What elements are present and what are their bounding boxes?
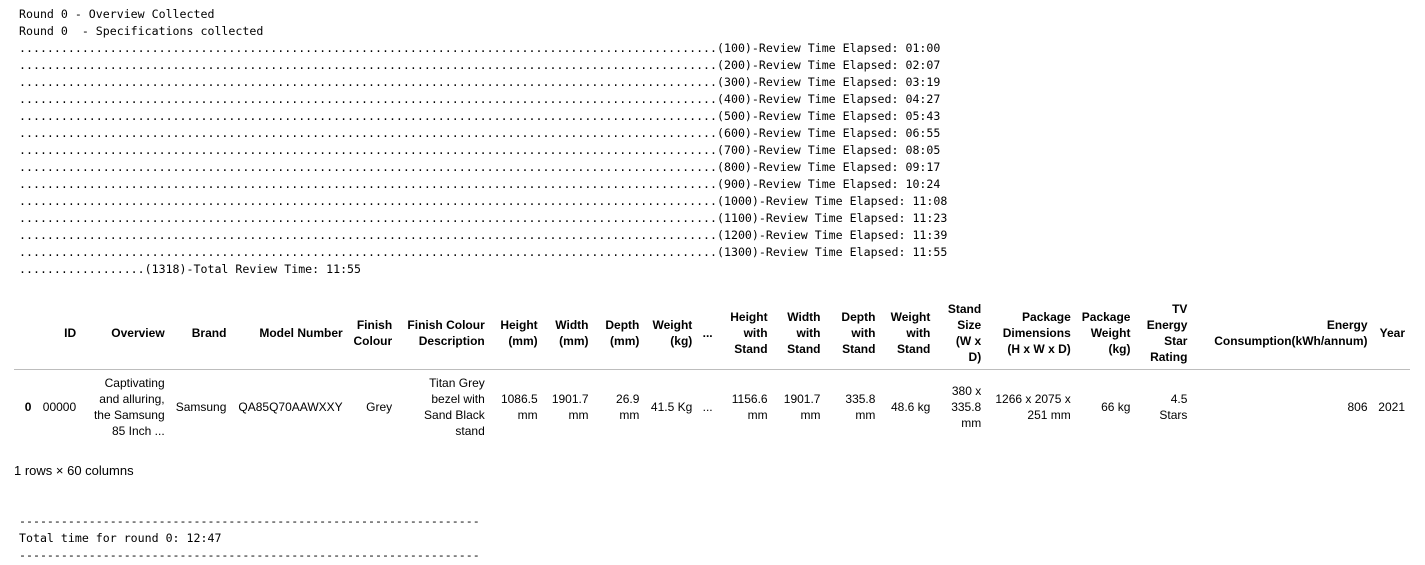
- column-header: Finish Colour Description: [397, 297, 490, 370]
- log-line: ....................................................................................................(700)-Review Time Elapsed: 08:05: [19, 143, 941, 157]
- log-line: ....................................................................................................(300)-Review Time Elapsed: 03:19: [19, 75, 941, 89]
- column-header-index: [14, 297, 36, 370]
- column-header: Height with Stand: [718, 297, 773, 370]
- table-cell: 380 x 335.8 mm: [951, 384, 982, 430]
- log-line: ....................................................................................................(1000)-Review Time Elapsed: 11:08: [19, 194, 948, 208]
- column-header: TV Energy Star Rating: [1135, 297, 1192, 370]
- column-header: Finish Colour: [348, 297, 398, 370]
- table-cell: 26.9 mm: [616, 392, 640, 422]
- log-line: ....................................................................................................(400)-Review Time Elapsed: 04:27: [19, 92, 941, 106]
- log-line: ..................(1318)-Total Review Time: 11:55: [19, 262, 362, 276]
- table-header-row: [14, 297, 1410, 370]
- column-header: Depth (mm): [594, 297, 645, 370]
- log-line: ....................................................................................................(900)-Review Time Elapsed: 10:24: [19, 177, 941, 191]
- table-cell: 1901.7 mm: [783, 392, 821, 422]
- column-header: Energy Consumption(kWh/annum): [1192, 297, 1372, 370]
- table-cell: Titan Grey bezel with Sand Black stand: [424, 376, 485, 438]
- column-header: Weight (kg): [644, 297, 697, 370]
- total-time-text: Total time for round 0: 12:47: [19, 531, 222, 545]
- divider-bottom: ------------------------------------------------------------------: [19, 548, 480, 562]
- table-cell: QA85Q70AAWXXY: [238, 400, 343, 414]
- dataframe-output: [14, 297, 1410, 444]
- table-cell: 2021: [1378, 400, 1405, 414]
- table-cell: 1266 x 2075 x 251 mm: [995, 392, 1071, 422]
- row-index: 0: [24, 400, 32, 414]
- column-header: Width (mm): [543, 297, 594, 370]
- table-cell: Grey: [366, 400, 393, 414]
- table-cell: 1086.5 mm: [500, 392, 538, 422]
- column-header: Package Weight (kg): [1076, 297, 1136, 370]
- divider-top: ------------------------------------------------------------------: [19, 514, 480, 528]
- log-line: Round 0 - Overview Collected: [19, 7, 215, 21]
- table-cell: 66 kg: [1101, 400, 1131, 414]
- table-cell: Captivating and alluring, the Samsung 85 Inch ...: [93, 376, 165, 438]
- table-cell: 335.8 mm: [845, 392, 876, 422]
- round-summary: [19, 513, 480, 564]
- table-cell: 48.6 kg: [890, 400, 931, 414]
- log-line: ....................................................................................................(1200)-Review Time Elapsed: 11:39: [19, 228, 948, 242]
- log-line: Round 0 - Specifications collected: [19, 24, 264, 38]
- column-header: Depth with Stand: [825, 297, 880, 370]
- table-cell: 41.5 Kg: [650, 400, 693, 414]
- column-header: ID: [36, 297, 81, 370]
- column-header: Model Number: [231, 297, 347, 370]
- log-line: ....................................................................................................(100)-Review Time Elapsed: 01:00: [19, 41, 941, 55]
- table-cell-ellipsis: ...: [702, 400, 713, 414]
- column-header: Year: [1373, 297, 1410, 370]
- column-header: Overview: [81, 297, 170, 370]
- table-row: [14, 370, 1410, 445]
- output-log: [19, 6, 947, 278]
- table-cell: 1156.6 mm: [731, 392, 768, 422]
- table-cell: 00000: [42, 400, 77, 414]
- column-header-ellipsis: ...: [697, 297, 717, 370]
- log-line: ....................................................................................................(1300)-Review Time Elapsed: 11:55: [19, 245, 948, 259]
- dataframe-table: [14, 297, 1410, 444]
- column-header: Weight with Stand: [880, 297, 935, 370]
- table-cell: Samsung: [175, 400, 227, 414]
- log-line: ....................................................................................................(800)-Review Time Elapsed: 09:17: [19, 160, 941, 174]
- column-header: Package Dimensions (H x W x D): [986, 297, 1076, 370]
- table-cell: 806: [1347, 400, 1368, 414]
- table-cell: 1901.7 mm: [551, 392, 589, 422]
- log-line: ....................................................................................................(200)-Review Time Elapsed: 02:07: [19, 58, 941, 72]
- log-line: ....................................................................................................(500)-Review Time Elapsed: 05:43: [19, 109, 941, 123]
- column-header: Height (mm): [490, 297, 543, 370]
- table-cell: 4.5 Stars: [1159, 392, 1188, 422]
- column-header: Stand Size (W x D): [935, 297, 986, 370]
- dataframe-shape: 1 rows × 60 columns: [14, 463, 134, 478]
- column-header: Brand: [170, 297, 232, 370]
- column-header: Width with Stand: [773, 297, 826, 370]
- log-line: ....................................................................................................(600)-Review Time Elapsed: 06:55: [19, 126, 941, 140]
- log-line: ....................................................................................................(1100)-Review Time Elapsed: 11:23: [19, 211, 948, 225]
